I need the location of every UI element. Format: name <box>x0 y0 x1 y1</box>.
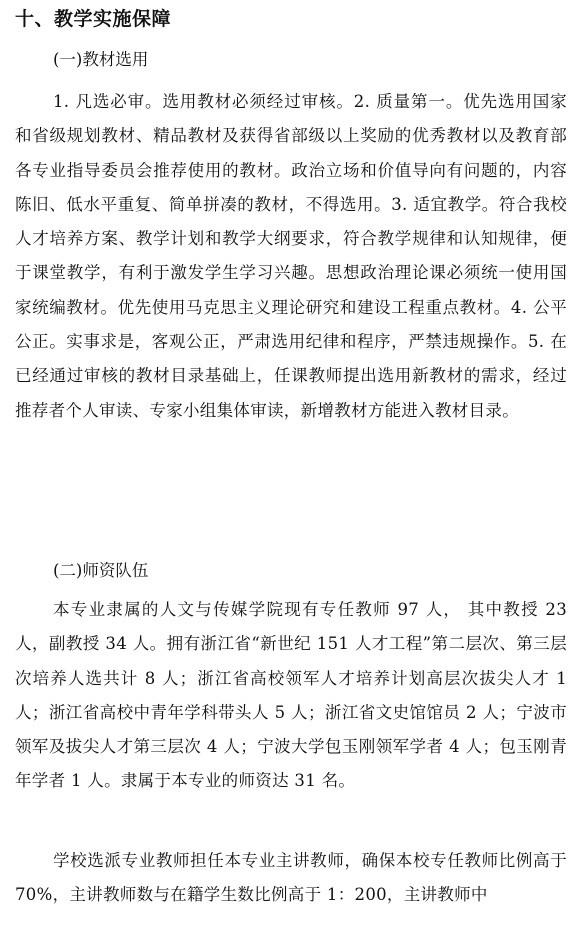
section-title: 十、教学实施保障 <box>15 8 172 30</box>
paragraph-faculty-overview: 本专业隶属的人文与传媒学院现有专任教师 97 人， 其中教授 23 人，副教授 34 人。拥有浙江省“新世纪 151 人才工程”第二层次、第三层次培养人选共计 8 人；浙江省高校领军人才培养计划高层次拔尖人才 1 人；浙江省高校中青年学科带头人 5 人；浙江省文史馆馆员 2 人；宁波市领军及拔尖人才第三层次 4 人；宁波大学包玉刚领军学者 4 人；包玉刚青年学者 1 人。隶属于本专业的师资达 31 名。 <box>15 600 567 791</box>
paragraph-textbook-selection: 1. 凡选必审。选用教材必须经过审核。2. 质量第一。优先选用国家和省级规划教材、精品教材及获得省部级以上奖励的优秀教材以及教育部各专业指导委员会推荐使用的教材。政治立场和价值导向有问题的，内容陈旧、低水平重复、简单拼凑的教材，不得选用。3. 适宜教学。符合我校人才培养方案、教学计划和教学大纲要求，符合教学规律和认知规律，便于课堂教学，有利于激发学生学习兴趣。思想政治理论课必须统一使用国家统编教材。优先使用马克思主义理论研究和建设工程重点教材。4. 公平公正。实事求是，客观公正，严肃选用纪律和程序，严禁违规操作。5. 在已经通过审核的教材目录基础上，任课教师提出选用新教材的需求，经过推荐者个人审读、专家小组集体审读，新增教材方能进入教材目录。 <box>15 92 567 420</box>
paragraph-lead-teachers: 学校选派专业教师担任本专业主讲教师，确保本校专任教师比例高于 70%，主讲教师数与在籍学生数比例高于 1：200，主讲教师中 <box>15 851 567 905</box>
subsection-heading-textbook-selection: (一)教材选用 <box>53 50 149 69</box>
subsection-heading-faculty-team: (二)师资队伍 <box>53 561 149 580</box>
